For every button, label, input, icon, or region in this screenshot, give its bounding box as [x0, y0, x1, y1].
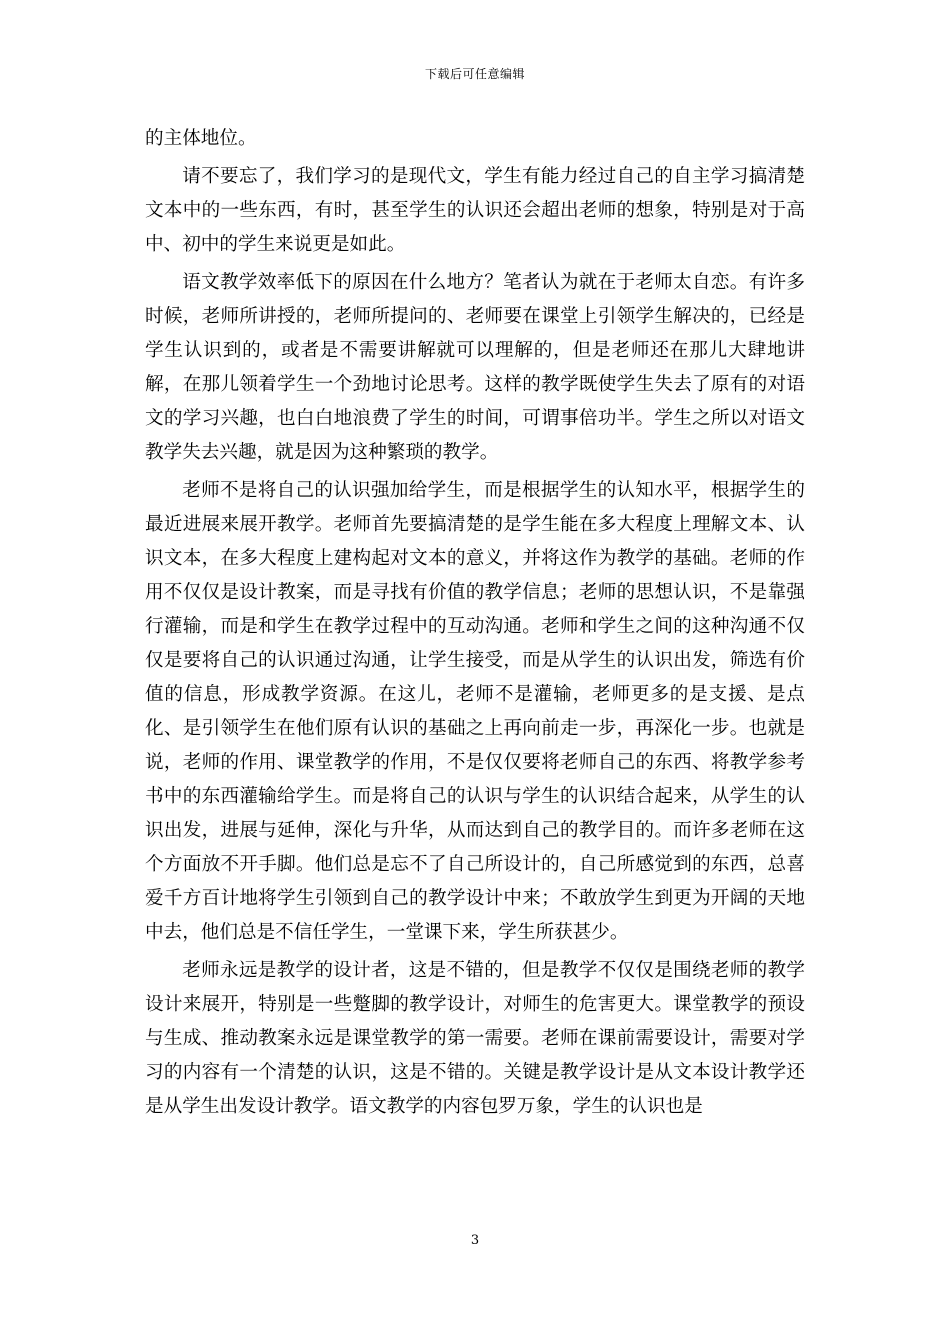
paragraph: 语文教学效率低下的原因在什么地方？笔者认为就在于老师太自恋。有许多时候，老师所讲授的，老师所提问的、老师要在课堂上引领学生解决的，已经是学生认识到的，或者是不需要讲解就可以理解的，但是老师还在那儿大肆地讲解，在那儿领着学生一个劲地讨论思考。这样的教学既使学生失去了原有的对语文的学习兴趣，也白白地浪费了学生的时间，可谓事倍功半。学生之所以对语文教学失去兴趣，就是因为这种繁琐的教学。 [145, 272, 805, 463]
paragraph: 请不要忘了，我们学习的是现代文，学生有能力经过自己的自主学习搞清楚文本中的一些东西，有时，甚至学生的认识还会超出老师的想象，特别是对于高中、初中的学生来说更是如此。 [145, 166, 805, 255]
paragraph: 老师永远是教学的设计者，这是不错的，但是教学不仅仅是围绕老师的教学设计来展开，特别是一些蹩脚的教学设计，对师生的危害更大。课堂教学的预设与生成、推动教案永远是课堂教学的第一需要。老师在课前需要设计，需要对学习的内容有一个清楚的认识，这是不错的。关键是教学设计是从文本设计教学还是从学生出发设计教学。语文教学的内容包罗万象，学生的认识也是 [145, 960, 805, 1117]
page-number: 3 [470, 1233, 480, 1248]
paragraph-continuation: 的主体地位。 [145, 128, 257, 149]
paragraph: 老师不是将自己的认识强加给学生，而是根据学生的认知水平，根据学生的最近进展来展开教学。老师首先要搞清楚的是学生能在多大程度上理解文本、认识文本，在多大程度上建构起对文本的意义，并将这作为教学的基础。老师的作用不仅仅是设计教案，而是寻找有价值的教学信息；老师的思想认识，不是靠强行灌输，而是和学生在教学过程中的互动沟通。老师和学生之间的这种沟通不仅仅是要将自己的认识通过沟通，让学生接受，而是从学生的认识出发，筛选有价值的信息，形成教学资源。在这儿，老师不是灌输，老师更多的是支援、是点化、是引领学生在他们原有认识的基础之上再向前走一步，再深化一步。也就是说，老师的作用、课堂教学的作用，不是仅仅要将老师自己的东西、将教学参考书中的东西灌输给学生。而是将自己的认识与学生的认识结合起来，从学生的认识出发，进展与延伸，深化与升华，从而达到自己的教学目的。而许多老师在这个方面放不开手脚。他们总是忘不了自己所设计的，自己所感觉到的东西，总喜爱千方百计地将学生引领到自己的教学设计中来；不敢放学生到更为开阔的天地中去，他们总是不信任学生，一堂课下来，学生所获甚少。 [145, 480, 805, 943]
document-body [145, 122, 805, 1128]
page-header: 下载后可任意编辑 [424, 67, 525, 81]
